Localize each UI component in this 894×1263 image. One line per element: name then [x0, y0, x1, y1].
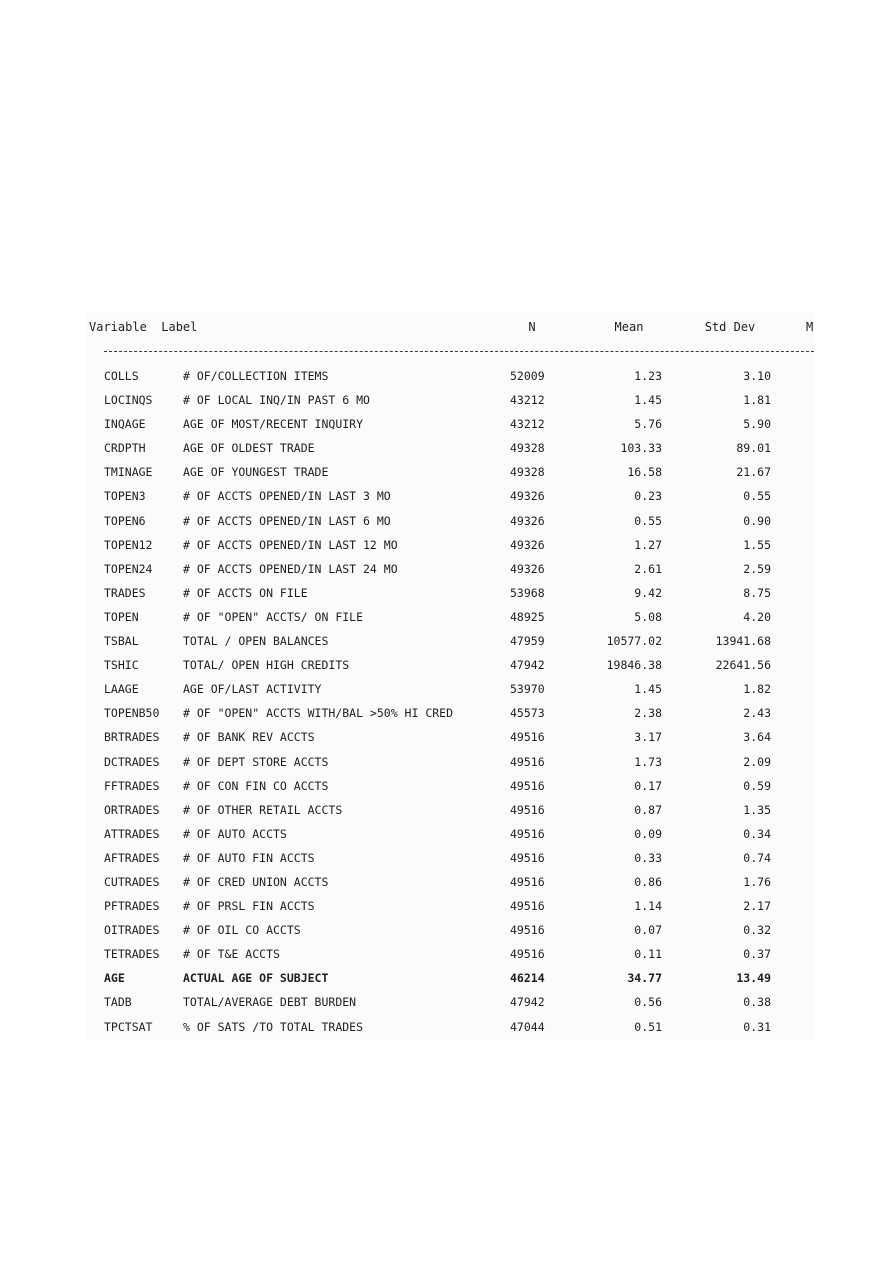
label-cell: AGE OF YOUNGEST TRADE [183, 465, 329, 480]
std-dev-cell: 13941.68 [715, 634, 771, 649]
mean-cell: 10577.02 [606, 634, 662, 649]
table-row [0, 920, 894, 944]
variable-cell: FFTRADES [104, 778, 160, 793]
label-cell: # OF ACCTS OPENED/IN LAST 6 MO [183, 513, 391, 528]
label-cell: # OF ACCTS OPENED/IN LAST 3 MO [183, 489, 391, 504]
mean-cell: 0.17 [634, 778, 662, 793]
table-row [0, 944, 894, 968]
table-row [0, 511, 894, 535]
variable-cell: OITRADES [104, 923, 160, 938]
table-row [0, 535, 894, 559]
label-cell: # OF ACCTS OPENED/IN LAST 24 MO [183, 561, 398, 576]
mean-cell: 1.45 [634, 393, 662, 408]
mean-cell: 0.87 [634, 802, 662, 817]
std-dev-cell: 0.38 [743, 995, 771, 1010]
mean-cell: 2.61 [634, 561, 662, 576]
label-cell: # OF PRSL FIN ACCTS [183, 899, 315, 914]
table-row [0, 462, 894, 486]
label-cell: ACTUAL AGE OF SUBJECT [183, 971, 329, 986]
label-cell: # OF ACCTS OPENED/IN LAST 12 MO [183, 537, 398, 552]
std-dev-cell: 0.55 [743, 489, 771, 504]
label-cell: AGE OF/LAST ACTIVITY [183, 682, 322, 697]
mean-cell: 1.45 [634, 682, 662, 697]
mean-cell: 0.11 [634, 947, 662, 962]
table-row [0, 992, 894, 1016]
mean-cell: 2.38 [634, 706, 662, 721]
n-cell: 53968 [510, 585, 545, 600]
table-row [0, 438, 894, 462]
mean-cell: 34.77 [627, 971, 662, 986]
label-cell: # OF CON FIN CO ACCTS [183, 778, 329, 793]
label-cell: % OF SATS /TO TOTAL TRADES [183, 1019, 364, 1034]
table-row [0, 607, 894, 631]
std-dev-cell: 13.49 [736, 971, 771, 986]
table-row [0, 583, 894, 607]
variable-cell: ORTRADES [104, 802, 160, 817]
mean-cell: 16.58 [627, 465, 662, 480]
std-dev-cell: 0.32 [743, 923, 771, 938]
label-cell: # OF DEPT STORE ACCTS [183, 754, 329, 769]
variable-cell: TADB [104, 995, 132, 1010]
table-row [0, 872, 894, 896]
mean-cell: 9.42 [634, 585, 662, 600]
variable-cell: DCTRADES [104, 754, 160, 769]
label-cell: TOTAL/AVERAGE DEBT BURDEN [183, 995, 357, 1010]
label-cell: # OF ACCTS ON FILE [183, 585, 308, 600]
mean-cell: 0.51 [634, 1019, 662, 1034]
header-cut-column: M [806, 320, 814, 334]
n-cell: 53970 [510, 682, 545, 697]
n-cell: 47044 [510, 1019, 545, 1034]
table-row [0, 968, 894, 992]
variable-cell: TRADES [104, 585, 146, 600]
n-cell: 49328 [510, 441, 545, 456]
n-cell: 49326 [510, 513, 545, 528]
variable-cell: LOCINQS [104, 393, 153, 408]
n-cell: 49326 [510, 489, 545, 504]
variable-cell: PFTRADES [104, 899, 160, 914]
variable-cell: TOPEN12 [104, 537, 153, 552]
std-dev-cell: 1.82 [743, 682, 771, 697]
mean-cell: 1.73 [634, 754, 662, 769]
n-cell: 46214 [510, 971, 545, 986]
mean-cell: 103.33 [620, 441, 662, 456]
label-cell: AGE OF MOST/RECENT INQUIRY [183, 417, 364, 432]
variable-cell: AGE [104, 971, 125, 986]
mean-cell: 0.23 [634, 489, 662, 504]
variable-cell: AFTRADES [104, 850, 160, 865]
std-dev-cell: 5.90 [743, 417, 771, 432]
variable-cell: ATTRADES [104, 826, 160, 841]
label-cell: # OF OIL CO ACCTS [183, 923, 301, 938]
variable-cell: CUTRADES [104, 874, 160, 889]
std-dev-cell: 1.35 [743, 802, 771, 817]
table-row [0, 1017, 894, 1041]
variable-cell: TOPENB50 [104, 706, 160, 721]
table-row [0, 390, 894, 414]
n-cell: 49516 [510, 850, 545, 865]
header-variable: Variable [89, 320, 147, 334]
label-cell: # OF OTHER RETAIL ACCTS [183, 802, 343, 817]
mean-cell: 1.27 [634, 537, 662, 552]
label-cell: # OF AUTO FIN ACCTS [183, 850, 315, 865]
variable-cell: TPCTSAT [104, 1019, 153, 1034]
table-row [0, 414, 894, 438]
std-dev-cell: 0.37 [743, 947, 771, 962]
mean-cell: 5.08 [634, 609, 662, 624]
label-cell: # OF/COLLECTION ITEMS [183, 369, 329, 383]
header-variable-label-row [89, 320, 197, 334]
variable-cell: CRDPTH [104, 441, 146, 456]
std-dev-cell: 0.90 [743, 513, 771, 528]
variable-cell: TMINAGE [104, 465, 153, 480]
n-cell: 49516 [510, 826, 545, 841]
variable-cell: TOPEN [104, 609, 139, 624]
label-cell: # OF T&E ACCTS [183, 947, 280, 962]
mean-cell: 19846.38 [606, 658, 662, 673]
variable-cell: TOPEN24 [104, 561, 153, 576]
std-dev-cell: 2.43 [743, 706, 771, 721]
statistics-table-body [0, 366, 894, 1041]
label-cell: # OF BANK REV ACCTS [183, 730, 315, 745]
n-cell: 49328 [510, 465, 545, 480]
n-cell: 48925 [510, 609, 545, 624]
header-mean: Mean [614, 320, 644, 334]
n-cell: 47959 [510, 634, 545, 649]
label-cell: TOTAL/ OPEN HIGH CREDITS [183, 658, 350, 673]
table-row [0, 776, 894, 800]
n-cell: 49326 [510, 537, 545, 552]
table-row [0, 703, 894, 727]
std-dev-cell: 8.75 [743, 585, 771, 600]
table-row [0, 366, 894, 390]
header-separator-rule [104, 351, 814, 352]
variable-cell: COLLS [104, 369, 139, 383]
mean-cell: 0.33 [634, 850, 662, 865]
mean-cell: 0.56 [634, 995, 662, 1010]
variable-cell: BRTRADES [104, 730, 160, 745]
n-cell: 47942 [510, 995, 545, 1010]
label-cell: TOTAL / OPEN BALANCES [183, 634, 329, 649]
table-row [0, 679, 894, 703]
mean-cell: 3.17 [634, 730, 662, 745]
table-row [0, 824, 894, 848]
std-dev-cell: 0.74 [743, 850, 771, 865]
std-dev-cell: 3.64 [743, 730, 771, 745]
variable-cell: INQAGE [104, 417, 146, 432]
n-cell: 49516 [510, 899, 545, 914]
label-cell: # OF CRED UNION ACCTS [183, 874, 329, 889]
table-row [0, 655, 894, 679]
mean-cell: 5.76 [634, 417, 662, 432]
n-cell: 45573 [510, 706, 545, 721]
n-cell: 49516 [510, 754, 545, 769]
header-std-dev: Std Dev [704, 320, 756, 334]
variable-cell: TOPEN6 [104, 513, 146, 528]
n-cell: 49516 [510, 778, 545, 793]
table-row [0, 559, 894, 583]
mean-cell: 0.07 [634, 923, 662, 938]
std-dev-cell: 3.10 [743, 369, 771, 383]
std-dev-cell: 0.31 [743, 1019, 771, 1034]
std-dev-cell: 2.59 [743, 561, 771, 576]
label-cell: # OF "OPEN" ACCTS/ ON FILE [183, 609, 364, 624]
n-cell: 52009 [510, 369, 545, 383]
mean-cell: 0.09 [634, 826, 662, 841]
mean-cell: 0.86 [634, 874, 662, 889]
std-dev-cell: 4.20 [743, 609, 771, 624]
std-dev-cell: 2.17 [743, 899, 771, 914]
variable-cell: TOPEN3 [104, 489, 146, 504]
table-row [0, 896, 894, 920]
n-cell: 49516 [510, 802, 545, 817]
mean-cell: 1.14 [634, 899, 662, 914]
table-row [0, 486, 894, 510]
label-cell: # OF LOCAL INQ/IN PAST 6 MO [183, 393, 370, 408]
table-row [0, 631, 894, 655]
std-dev-cell: 0.34 [743, 826, 771, 841]
std-dev-cell: 1.81 [743, 393, 771, 408]
variable-cell: TETRADES [104, 947, 160, 962]
std-dev-cell: 1.55 [743, 537, 771, 552]
label-cell: # OF AUTO ACCTS [183, 826, 287, 841]
mean-cell: 0.55 [634, 513, 662, 528]
table-row [0, 727, 894, 751]
n-cell: 47942 [510, 658, 545, 673]
std-dev-cell: 2.09 [743, 754, 771, 769]
n-cell: 43212 [510, 393, 545, 408]
n-cell: 49516 [510, 874, 545, 889]
std-dev-cell: 1.76 [743, 874, 771, 889]
std-dev-cell: 89.01 [736, 441, 771, 456]
label-cell: AGE OF OLDEST TRADE [183, 441, 315, 456]
table-row [0, 752, 894, 776]
n-cell: 49326 [510, 561, 545, 576]
mean-cell: 1.23 [634, 369, 662, 383]
std-dev-cell: 22641.56 [715, 658, 771, 673]
variable-cell: LAAGE [104, 682, 139, 697]
table-row [0, 848, 894, 872]
header-n: N [528, 320, 536, 334]
n-cell: 49516 [510, 923, 545, 938]
variable-cell: TSHIC [104, 658, 139, 673]
label-cell: # OF "OPEN" ACCTS WITH/BAL >50% HI CRED [183, 706, 454, 721]
n-cell: 49516 [510, 947, 545, 962]
std-dev-cell: 21.67 [736, 465, 771, 480]
n-cell: 43212 [510, 417, 545, 432]
header-label: Label [161, 320, 198, 334]
variable-cell: TSBAL [104, 634, 139, 649]
std-dev-cell: 0.59 [743, 778, 771, 793]
n-cell: 49516 [510, 730, 545, 745]
table-row [0, 800, 894, 824]
